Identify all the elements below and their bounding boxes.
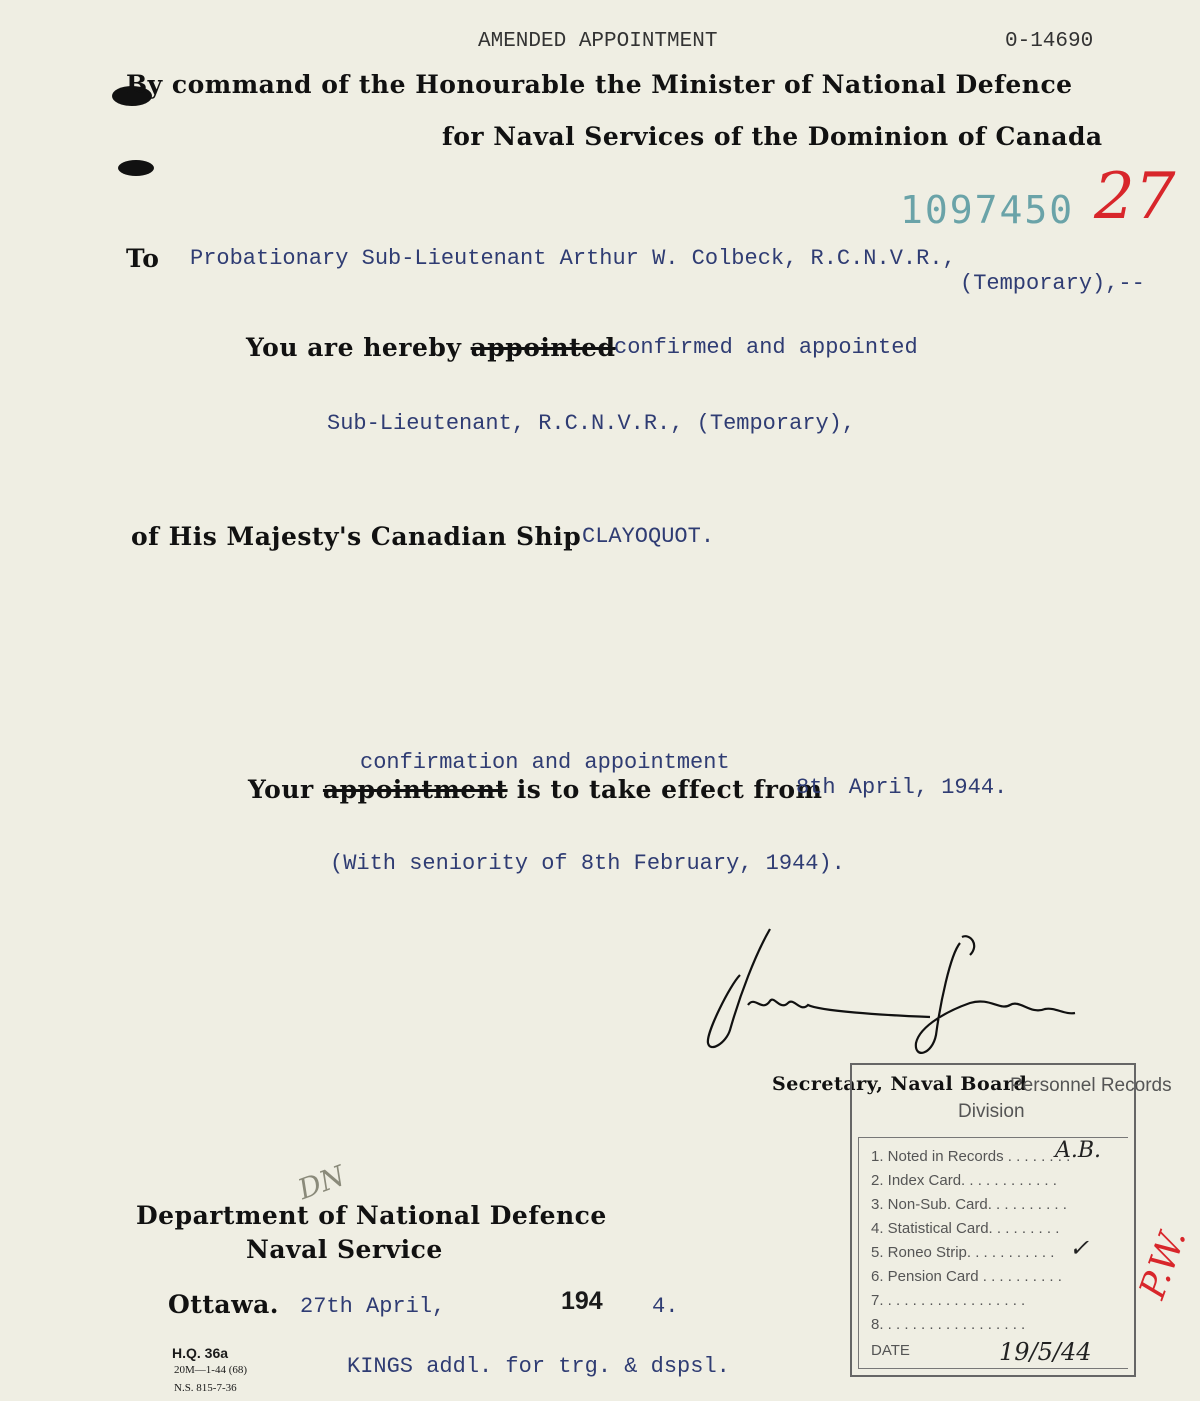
stamp-item: 3. Non-Sub. Card. . . . . . . . . . xyxy=(871,1196,1067,1213)
struck-appointment: appointment xyxy=(322,775,508,804)
stamp-date-label: DATE xyxy=(871,1342,910,1359)
stamp-item: 4. Statistical Card. . . . . . . . . xyxy=(871,1220,1060,1237)
form-code: H.Q. 36a xyxy=(172,1345,229,1361)
stamp-checklist xyxy=(858,1137,1128,1369)
year-typed: 4. xyxy=(652,1294,679,1319)
command-line-1: By command of the Honourable the Minister of National Defence xyxy=(126,70,1073,99)
struck-appointed: appointed xyxy=(470,333,616,362)
roneo-check: ✓ xyxy=(1069,1234,1090,1262)
red-side-initials: P.W. xyxy=(1132,1223,1195,1305)
typed-insert: confirmation and appointment xyxy=(360,750,730,775)
typed-correction: confirmed and appointed xyxy=(614,335,918,360)
to-label: To xyxy=(126,244,160,273)
effect-rest: is to take effect from xyxy=(516,775,823,804)
department-line-1: Department of National Defence xyxy=(136,1201,607,1230)
pencil-initials: DN xyxy=(293,1158,350,1207)
ship-name: CLAYOQUOT. xyxy=(582,524,715,549)
form-print-2: N.S. 815-7-36 xyxy=(174,1382,237,1394)
file-number: 0-14690 xyxy=(1005,30,1094,53)
stamp-number: 1097450 xyxy=(900,188,1075,232)
stamp-item: 8. . . . . . . . . . . . . . . . . . xyxy=(871,1316,1026,1333)
amended-title: AMENDED APPOINTMENT xyxy=(478,30,718,53)
recipient-name: Probationary Sub-Lieutenant Arthur W. Colbeck, R.C.N.V.R., xyxy=(190,246,956,271)
stamp-date-value: 19/5/44 xyxy=(999,1338,1092,1366)
punch-hole xyxy=(118,160,154,176)
signature-title: Secretary, Naval Board xyxy=(772,1073,1028,1095)
effect-your: Your xyxy=(248,775,314,804)
ship-label: of His Majesty's Canadian Ship xyxy=(131,522,582,551)
stamp-title-line-2: Division xyxy=(958,1101,1025,1122)
signature-scrawl xyxy=(700,915,1090,1065)
stamp-item: 1. Noted in Records . . . . . . . . xyxy=(871,1148,1071,1165)
form-print-1: 20M—1-44 (68) xyxy=(174,1364,248,1376)
red-handwritten-mark: 27 xyxy=(1094,160,1176,234)
stamp-item: 7. . . . . . . . . . . . . . . . . . xyxy=(871,1292,1026,1309)
department-line-2: Naval Service xyxy=(246,1235,443,1264)
command-line-2: for Naval Services of the Dominion of Canada xyxy=(442,122,1103,151)
recipient-temporary: (Temporary),-- xyxy=(960,271,1145,296)
place: Ottawa. xyxy=(168,1290,279,1319)
year-printed: 194 xyxy=(561,1287,603,1315)
you-are-hereby xyxy=(246,333,616,362)
stamp-item: 2. Index Card. . . . . . . . . . . . xyxy=(871,1172,1057,1189)
stamp-title-line-1: Personnel Records xyxy=(1010,1075,1172,1096)
distribution-note: KINGS addl. for trg. & dspsl. xyxy=(347,1354,730,1379)
rank: Sub-Lieutenant, R.C.N.V.R., (Temporary), xyxy=(327,411,856,436)
date-typed: 27th April, xyxy=(300,1294,446,1319)
effect-line xyxy=(248,775,823,804)
stamp-item: 5. Roneo Strip. . . . . . . . . . . xyxy=(871,1244,1055,1261)
stamp-item: 6. Pension Card . . . . . . . . . . xyxy=(871,1268,1062,1285)
you-are-hereby-text: You are hereby xyxy=(246,333,462,362)
effect-date: 8th April, 1944. xyxy=(796,775,1008,800)
noted-initials: A.B. xyxy=(1055,1138,1102,1163)
signature xyxy=(700,915,1090,1065)
seniority: (With seniority of 8th February, 1944). xyxy=(330,851,845,876)
